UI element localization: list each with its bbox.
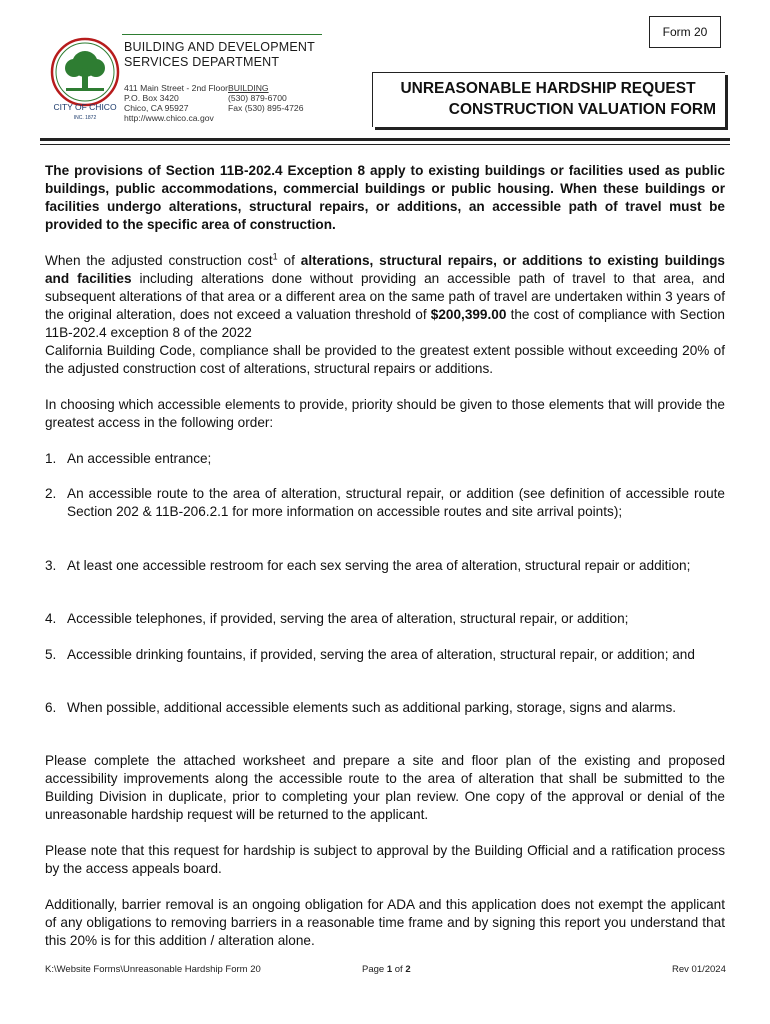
form-number-box: Form 20 <box>649 16 721 48</box>
list-text: An accessible entrance; <box>67 451 212 466</box>
list-item <box>45 610 725 628</box>
barrier-removal-paragraph: Additionally, barrier removal is an ongoing obligation for ADA and this application does not exempt the applicant of any obligations to removing barriers in a reasonable time frame and by signing this report you understand that this 20% is for this addition / alteration alone. <box>45 897 725 948</box>
city-of-chico-logo <box>48 36 122 122</box>
page-total: 2 <box>405 964 411 975</box>
cost-text-5: California Building Code, compliance shall be provided to the greatest extent possible without exceeding 20% of the adjusted construction cost of alterations, structural repairs or additions. <box>45 343 725 376</box>
header-divider-thin <box>40 144 730 145</box>
department-name-line2: SERVICES DEPARTMENT <box>124 55 280 69</box>
intro-paragraph: The provisions of Section 11B-202.4 Exception 8 apply to existing buildings or facilities used as public buildings, public accommodations, commercial buildings or public housing. When these buildings or facilities undergo alterations, structural repairs, or additions, an accessible path of travel must be provided to the specific area of construction. <box>45 163 725 232</box>
page-current: 1 <box>386 964 393 975</box>
address-street: 411 Main Street - 2nd Floor <box>124 83 228 93</box>
logo-text: CITY OF CHICO <box>53 102 117 112</box>
mailing-address <box>124 83 228 123</box>
worksheet-instructions-paragraph: Please complete the attached worksheet and prepare a site and floor plan of the existing and proposed accessibility improvements along the accessible route to the area of alteration that shall be submitted to the Building Division in duplicate, prior to completing your plan review. One copy of the approval or denial of the unreasonable hardship request will be returned to the applicant. <box>45 753 725 822</box>
building-phone: (530) 879-6700 <box>228 93 287 103</box>
cost-bold-scope: alterations, structural repairs, or additions to existing buildings and facilities <box>45 253 725 286</box>
department-name-line1: BUILDING AND DEVELOPMENT <box>124 40 315 54</box>
building-contact <box>228 83 303 113</box>
cost-text-2: of <box>277 253 301 268</box>
approval-note-paragraph: Please note that this request for hardship is subject to approval by the Building Official and a ratification process by the access appeals board. <box>45 843 725 876</box>
page-of: of <box>392 964 406 975</box>
building-fax: Fax (530) 895-4726 <box>228 103 304 113</box>
list-number: 2. <box>45 486 57 501</box>
address-city: Chico, CA 95927 <box>124 103 189 113</box>
list-text: When possible, additional accessible elements such as additional parking, storage, signs and alarms. <box>67 700 677 715</box>
cost-text-1: When the adjusted construction cost <box>45 253 273 268</box>
list-item <box>45 450 725 468</box>
form-title-line2: CONSTRUCTION VALUATION FORM <box>448 101 716 118</box>
building-label: BUILDING <box>228 83 269 93</box>
list-number: 1. <box>45 451 57 466</box>
logo-inc: INC. 1872 <box>73 115 97 121</box>
list-item <box>45 699 725 717</box>
department-rule <box>122 34 322 35</box>
form-title-line1: UNREASONABLE HARDSHIP REQUEST <box>400 80 696 97</box>
list-item <box>45 557 725 575</box>
list-item <box>45 646 725 664</box>
cost-text-3: including alterations done without providing an accessible path of travel to that area, and subsequent alterations of that area or a different area on the same path of travel are undertaken within 3 years of the original alteration, does not exceed a valuation threshold of <box>45 271 725 322</box>
cost-paragraph <box>45 252 725 378</box>
priority-intro-paragraph: In choosing which accessible elements to provide, priority should be given to those elements that will provide the greatest access in the following order: <box>45 397 725 430</box>
list-text: Accessible drinking fountains, if provided, serving the area of alteration, structural repair, or addition; and <box>67 647 695 662</box>
list-item <box>45 485 725 521</box>
page-label: Page <box>362 964 387 975</box>
footnote-marker: 1 <box>272 251 278 262</box>
cost-text-4: the cost of compliance with Section 11B-202.4 exception 8 of the 2022 <box>45 307 725 340</box>
list-number: 4. <box>45 611 57 626</box>
list-text: Accessible telephones, if provided, serving the area of alteration, structural repair, or addition; <box>67 611 629 626</box>
website-link[interactable]: http://www.chico.ca.gov <box>124 113 214 123</box>
valuation-threshold: $200,399.00 <box>430 307 507 322</box>
footer-page-number <box>362 964 411 975</box>
footer-revision: Rev 01/2024 <box>672 964 726 975</box>
address-po-box: P.O. Box 3420 <box>124 93 179 103</box>
header-divider-thick <box>40 138 730 141</box>
list-number: 5. <box>45 647 57 662</box>
footer-file-path: K:\Website Forms\Unreasonable Hardship Form 20 <box>45 964 261 975</box>
list-text: At least one accessible restroom for each sex serving the area of alteration, structural repair or addition; <box>67 558 691 573</box>
list-number: 6. <box>45 700 57 715</box>
list-text: An accessible route to the area of alteration, structural repair, or addition (see definition of accessible route Section 202 & 11B-206.2.1 for more information on accessible routes and site arrival points); <box>67 486 725 519</box>
list-number: 3. <box>45 558 57 573</box>
